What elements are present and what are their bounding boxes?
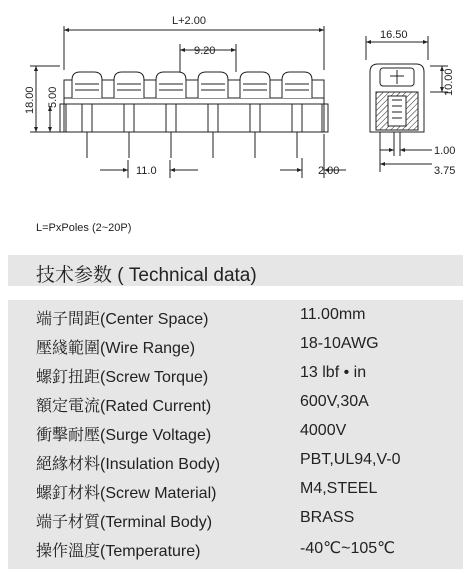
spec-row bbox=[8, 534, 463, 561]
section-title: 技术参数 ( Technical data) bbox=[36, 265, 257, 286]
spec-row bbox=[8, 505, 463, 532]
spec-row bbox=[8, 331, 463, 358]
dim-pitch-bottom: 11.0 bbox=[136, 165, 157, 177]
spec-row bbox=[8, 447, 463, 474]
dim-side-height: 10.00 bbox=[443, 68, 455, 96]
spec-value: M4,STEEL bbox=[300, 480, 378, 497]
spec-label: 衝擊耐壓(Surge Voltage) bbox=[36, 427, 212, 444]
spec-label: 端子材質(Terminal Body) bbox=[36, 514, 213, 531]
terminal-poles bbox=[72, 72, 312, 158]
dim-pin-length: 3.75 bbox=[434, 165, 456, 177]
spec-label: 螺釘材料(Screw Material) bbox=[36, 485, 217, 502]
dim-pitch-top: 9.20 bbox=[194, 45, 216, 57]
spec-value: 18-10AWG bbox=[300, 335, 379, 352]
spec-label: 壓綫範圍(Wire Range) bbox=[36, 340, 196, 357]
spec-row bbox=[8, 389, 463, 416]
dim-side-width: 16.50 bbox=[380, 29, 408, 41]
spec-value: -40℃~105℃ bbox=[300, 540, 396, 557]
spec-label: 額定電流(Rated Current) bbox=[36, 398, 212, 415]
spec-label: 端子間距(Center Space) bbox=[36, 311, 209, 328]
spec-row bbox=[8, 418, 463, 445]
title-band bbox=[8, 255, 463, 286]
spec-label: 操作溫度(Temperature) bbox=[36, 543, 201, 560]
spec-table bbox=[8, 300, 463, 569]
spec-value: PBT,UL94,V-0 bbox=[300, 451, 401, 468]
dim-side-offset: 2.00 bbox=[318, 165, 340, 177]
spec-label: 螺釘扭距(Screw Torque) bbox=[36, 369, 209, 386]
dim-total-length: L+2.00 bbox=[172, 15, 206, 27]
dim-height-total: 18.00 bbox=[24, 86, 36, 114]
spec-value: 4000V bbox=[300, 422, 347, 439]
technical-drawing bbox=[0, 0, 471, 215]
spec-row bbox=[8, 360, 463, 387]
spec-value: 600V,30A bbox=[300, 393, 369, 410]
dim-height-low: 5.00 bbox=[47, 86, 59, 108]
spec-value: BRASS bbox=[300, 509, 355, 526]
spec-row bbox=[8, 476, 463, 503]
spec-value: 13 lbf • in bbox=[300, 364, 367, 381]
front-view bbox=[30, 26, 346, 178]
spec-value: 11.00mm bbox=[300, 306, 366, 323]
poles-formula: L=PxPoles (2~20P) bbox=[36, 222, 132, 234]
spec-row bbox=[8, 302, 463, 329]
dim-pin-width: 1.00 bbox=[434, 145, 456, 157]
spec-label: 絕緣材料(Insulation Body) bbox=[36, 456, 221, 473]
